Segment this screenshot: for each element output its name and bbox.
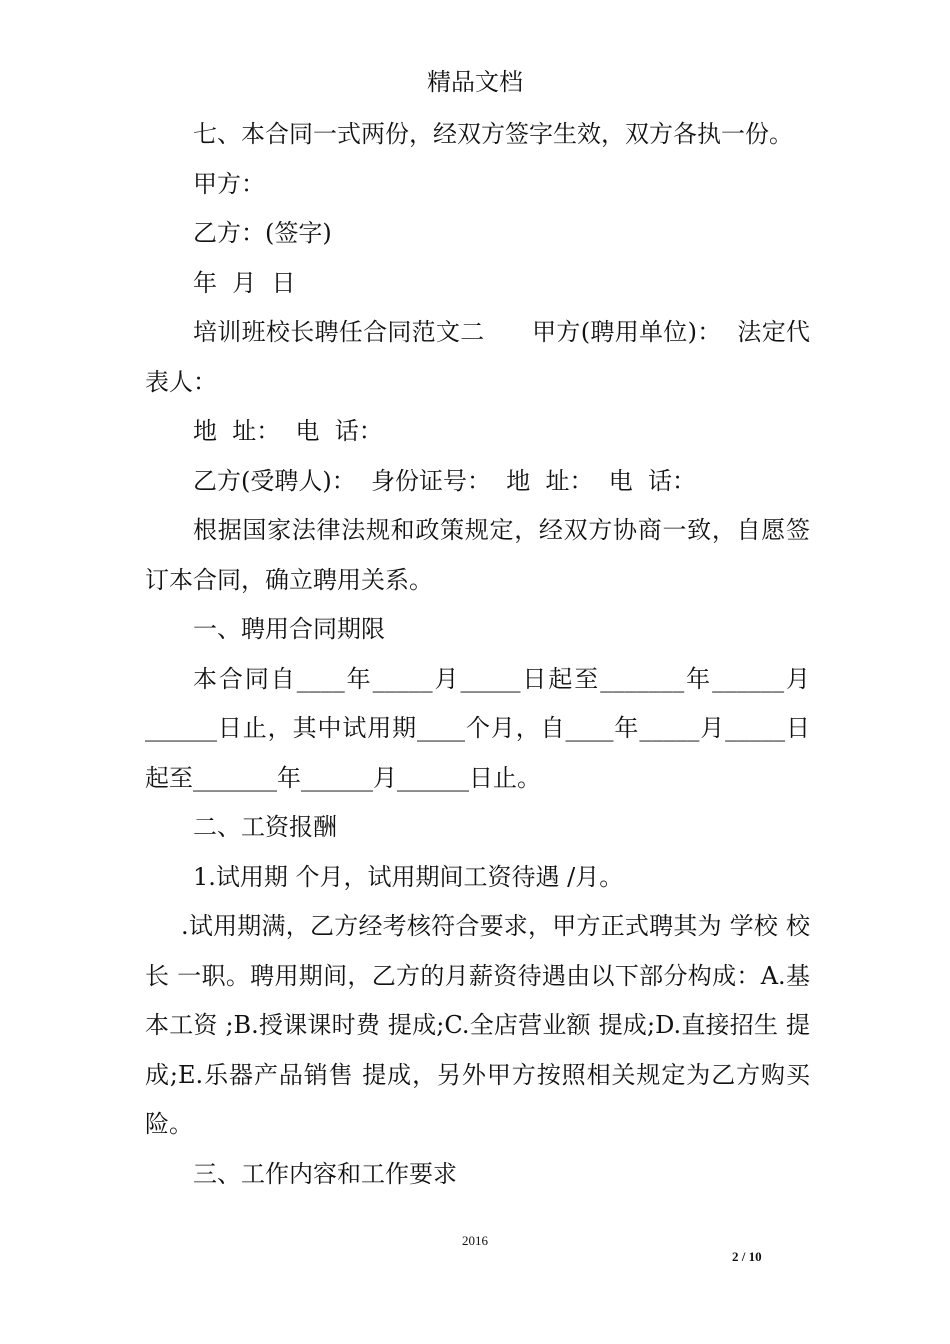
paragraph-contract-dates: 本合同自____年_____月_____日起至_______年______月______日止，其中试用期____个月，自____年_____月_____日起至_______年______月______日止。: [145, 664, 810, 792]
paragraph-party-b-signature: 乙方：(签字): [193, 219, 332, 247]
heading-salary: 二、工资报酬: [193, 813, 337, 841]
heading-contract-term: 一、聘用合同期限: [193, 615, 385, 643]
paragraph-date: 年 月 日: [193, 268, 296, 297]
page-number: 2 / 10: [732, 1249, 762, 1264]
paragraph-clause-seven: 七、本合同一式两份，经双方签字生效，双方各执一份。: [193, 120, 793, 148]
paragraph-party-a: 甲方：: [193, 169, 265, 198]
paragraph-contract-title-two: 培训班校长聘任合同范文二 甲方(聘用单位)： 法定代表人：: [145, 318, 810, 396]
paragraph-preamble: 根据国家法律法规和政策规定，经双方协商一致，自愿签订本合同，确立聘用关系。: [145, 516, 810, 594]
paragraph-probation-salary: 1.试用期 个月，试用期间工资待遇 /月。: [193, 862, 624, 891]
paragraph-employee-info: 乙方(受聘人)： 身份证号： 地 址： 电 话：: [193, 466, 697, 495]
footer-year: 2016: [462, 1233, 488, 1248]
paragraph-salary-structure: .试用期满，乙方经考核符合要求，甲方正式聘其为 学校 校长 一职。聘用期间，乙方的月薪资待遇由以下部分构成：A.基本工资 ;B.授课课时费 提成;C.全店营业额 提成;D.直接招生 提成;E.乐器产品销售 提成，另外甲方按照相关规定为乙方购买 险。: [145, 912, 818, 1138]
paragraph-address-phone: 地 址： 电 话：: [193, 417, 383, 445]
page-header-title: 精品文档: [427, 68, 523, 96]
document-body: [145, 110, 818, 1199]
heading-work-content: 三、工作内容和工作要求: [193, 1159, 457, 1188]
